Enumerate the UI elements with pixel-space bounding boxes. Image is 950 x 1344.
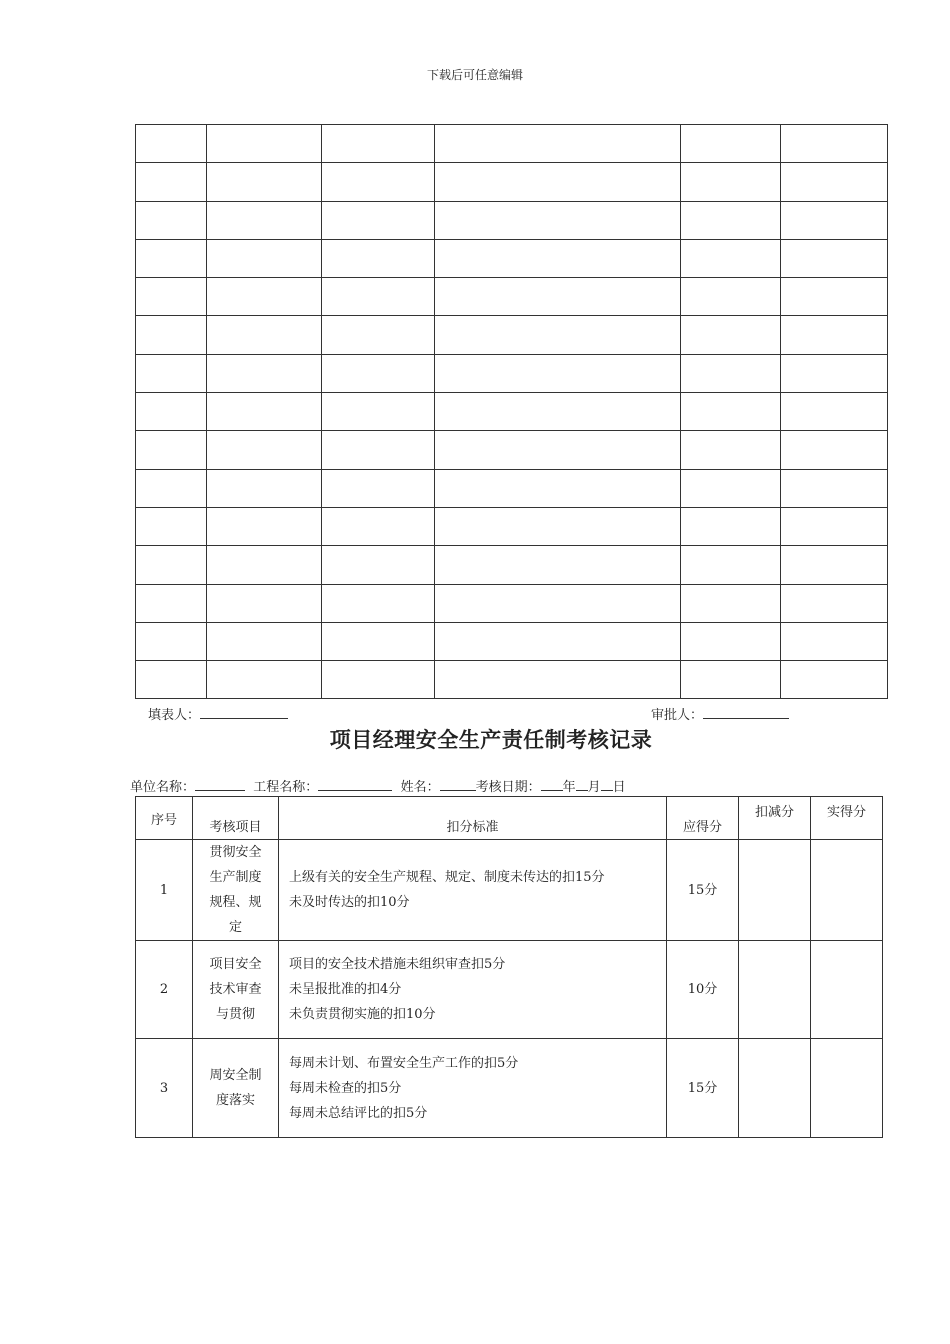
project-label: 工程名称： [253, 780, 319, 795]
item-cell [193, 1039, 279, 1138]
day-field[interactable] [601, 778, 613, 791]
blank-cell[interactable] [322, 239, 435, 277]
blank-cell[interactable] [322, 163, 435, 201]
should-score-cell: 15分 [667, 840, 739, 941]
blank-cell[interactable] [207, 469, 322, 507]
blank-cell[interactable] [781, 278, 888, 316]
blank-cell[interactable] [435, 431, 681, 469]
blank-cell[interactable] [207, 584, 322, 622]
blank-cell[interactable] [207, 661, 322, 699]
seq-cell: 1 [136, 840, 193, 941]
blank-cell[interactable] [681, 584, 781, 622]
blank-cell[interactable] [322, 201, 435, 239]
blank-cell[interactable] [207, 163, 322, 201]
year-label: 年 [562, 780, 576, 795]
blank-cell[interactable] [207, 316, 322, 354]
blank-cell[interactable] [435, 622, 681, 660]
blank-cell[interactable] [781, 163, 888, 201]
blank-cell[interactable] [781, 239, 888, 277]
actual-cell[interactable] [811, 941, 883, 1039]
name-label: 姓名： [400, 780, 440, 795]
blank-cell[interactable] [136, 163, 207, 201]
blank-cell[interactable] [322, 507, 435, 545]
blank-row [136, 431, 888, 469]
blank-cell[interactable] [435, 584, 681, 622]
deducted-cell[interactable] [739, 1039, 811, 1138]
blank-cell[interactable] [435, 239, 681, 277]
table-header-row [136, 797, 883, 840]
item-line: 生产制度 [209, 870, 262, 885]
blank-row [136, 661, 888, 699]
header-criteria: 扣分标准 [279, 797, 667, 840]
item-line: 规程、规 [209, 895, 262, 910]
should-score-cell: 15分 [667, 1039, 739, 1138]
blank-cell[interactable] [322, 393, 435, 431]
blank-form-grid [135, 124, 888, 699]
header-actual: 实得分 [811, 797, 883, 840]
blank-cell[interactable] [207, 507, 322, 545]
item-cell [193, 941, 279, 1039]
blank-cell[interactable] [681, 661, 781, 699]
item-line: 贯彻安全 [209, 845, 262, 860]
header-item: 考核项目 [193, 797, 279, 840]
blank-cell[interactable] [435, 278, 681, 316]
blank-cell[interactable] [435, 354, 681, 392]
blank-cell[interactable] [681, 201, 781, 239]
blank-cell[interactable] [781, 316, 888, 354]
blank-cell[interactable] [435, 125, 681, 163]
blank-cell[interactable] [322, 316, 435, 354]
filler-signature [148, 704, 288, 723]
criteria-cell [279, 1039, 667, 1138]
blank-cell[interactable] [435, 661, 681, 699]
blank-row [136, 278, 888, 316]
blank-cell[interactable] [681, 125, 781, 163]
blank-cell[interactable] [322, 661, 435, 699]
blank-row [136, 469, 888, 507]
criteria-cell [279, 840, 667, 941]
page-title: 项目经理安全生产责任制考核记录 [329, 727, 653, 752]
name-field[interactable] [440, 778, 476, 791]
blank-cell[interactable] [136, 507, 207, 545]
approver-signature [651, 704, 789, 723]
blank-cell[interactable] [322, 125, 435, 163]
blank-cell[interactable] [207, 546, 322, 584]
blank-cell[interactable] [207, 431, 322, 469]
blank-cell[interactable] [681, 469, 781, 507]
item-line: 与贯彻 [215, 1007, 255, 1022]
year-field[interactable] [541, 778, 563, 791]
approver-line[interactable] [703, 706, 789, 719]
blank-cell[interactable] [207, 622, 322, 660]
table-row [136, 941, 883, 1039]
item-cell [193, 840, 279, 941]
filler-line[interactable] [200, 706, 288, 719]
blank-row [136, 239, 888, 277]
blank-cell[interactable] [681, 393, 781, 431]
blank-cell[interactable] [136, 469, 207, 507]
blank-cell[interactable] [681, 239, 781, 277]
blank-cell[interactable] [136, 661, 207, 699]
blank-cell[interactable] [136, 354, 207, 392]
blank-cell[interactable] [207, 278, 322, 316]
criteria-line: 未负责贯彻实施的扣10分 [289, 1007, 436, 1022]
blank-cell[interactable] [781, 546, 888, 584]
meta-line [130, 776, 626, 795]
blank-cell[interactable] [136, 239, 207, 277]
blank-cell[interactable] [681, 431, 781, 469]
day-label: 日 [612, 780, 626, 795]
blank-cell[interactable] [207, 239, 322, 277]
blank-row [136, 354, 888, 392]
blank-cell[interactable] [322, 584, 435, 622]
table-row [136, 1039, 883, 1138]
blank-cell[interactable] [322, 278, 435, 316]
item-line: 度落实 [215, 1093, 255, 1108]
actual-cell[interactable] [811, 840, 883, 941]
blank-row [136, 201, 888, 239]
blank-cell[interactable] [681, 546, 781, 584]
blank-cell[interactable] [136, 278, 207, 316]
blank-cell[interactable] [681, 278, 781, 316]
blank-cell[interactable] [435, 393, 681, 431]
blank-cell[interactable] [435, 163, 681, 201]
month-field[interactable] [576, 778, 588, 791]
header-deducted: 扣减分 [739, 797, 811, 840]
item-line: 周安全制 [209, 1068, 262, 1083]
blank-cell[interactable] [781, 469, 888, 507]
criteria-cell [279, 941, 667, 1039]
unit-label: 单位名称： [130, 780, 196, 795]
criteria-line: 未及时传达的扣10分 [289, 895, 410, 910]
blank-cell[interactable] [781, 622, 888, 660]
blank-row [136, 622, 888, 660]
criteria-line: 每周未总结评比的扣5分 [289, 1105, 428, 1121]
deducted-cell[interactable] [739, 840, 811, 941]
blank-cell[interactable] [136, 393, 207, 431]
month-label: 月 [587, 780, 601, 795]
blank-row [136, 507, 888, 545]
blank-row [136, 163, 888, 201]
blank-cell[interactable] [781, 125, 888, 163]
blank-cell[interactable] [781, 431, 888, 469]
blank-cell[interactable] [207, 201, 322, 239]
criteria-line: 上级有关的安全生产规程、规定、制度未传达的扣15分 [289, 870, 605, 885]
blank-cell[interactable] [681, 507, 781, 545]
blank-cell[interactable] [322, 354, 435, 392]
criteria-line: 项目的安全技术措施未组织审查扣5分 [289, 957, 506, 972]
blank-row [136, 584, 888, 622]
blank-row [136, 316, 888, 354]
assessment-table [135, 796, 883, 1138]
date-label: 考核日期： [475, 780, 541, 795]
blank-cell[interactable] [322, 546, 435, 584]
blank-row [136, 125, 888, 163]
blank-cell[interactable] [136, 431, 207, 469]
criteria-line: 每周未计划、布置安全生产工作的扣5分 [289, 1055, 519, 1071]
blank-cell[interactable] [781, 354, 888, 392]
blank-cell[interactable] [136, 316, 207, 354]
blank-cell[interactable] [207, 125, 322, 163]
blank-cell[interactable] [681, 163, 781, 201]
blank-cell[interactable] [136, 622, 207, 660]
blank-row [136, 393, 888, 431]
blank-cell[interactable] [435, 507, 681, 545]
table-row [136, 840, 883, 941]
blank-cell[interactable] [681, 316, 781, 354]
project-field[interactable] [318, 778, 392, 791]
criteria-line: 未呈报批准的扣4分 [289, 982, 402, 997]
item-line: 技术审查 [209, 982, 262, 997]
blank-cell[interactable] [136, 584, 207, 622]
criteria-line: 每周未检查的扣5分 [289, 1080, 402, 1096]
item-line: 定 [228, 920, 242, 935]
header-note: 下载后可任意编辑 [426, 68, 523, 82]
blank-cell[interactable] [781, 584, 888, 622]
blank-cell[interactable] [781, 393, 888, 431]
seq-cell: 2 [136, 941, 193, 1039]
deducted-cell[interactable] [739, 941, 811, 1039]
blank-cell[interactable] [435, 316, 681, 354]
blank-cell[interactable] [136, 201, 207, 239]
blank-cell[interactable] [207, 354, 322, 392]
item-line: 项目安全 [209, 957, 262, 972]
approver-label: 审批人： [651, 708, 704, 723]
blank-cell[interactable] [322, 469, 435, 507]
blank-cell[interactable] [322, 622, 435, 660]
blank-cell[interactable] [136, 125, 207, 163]
blank-cell[interactable] [207, 393, 322, 431]
seq-cell: 3 [136, 1039, 193, 1138]
blank-cell[interactable] [435, 546, 681, 584]
unit-field[interactable] [195, 778, 245, 791]
blank-cell[interactable] [681, 622, 781, 660]
should-score-cell: 10分 [667, 941, 739, 1039]
blank-cell[interactable] [435, 469, 681, 507]
blank-cell[interactable] [681, 354, 781, 392]
header-seq: 序号 [136, 797, 193, 840]
blank-row [136, 546, 888, 584]
blank-cell[interactable] [781, 661, 888, 699]
blank-cell[interactable] [781, 507, 888, 545]
filler-label: 填表人： [148, 708, 201, 723]
blank-cell[interactable] [322, 431, 435, 469]
header-should-score: 应得分 [667, 797, 739, 840]
actual-cell[interactable] [811, 1039, 883, 1138]
blank-cell[interactable] [781, 201, 888, 239]
blank-cell[interactable] [435, 201, 681, 239]
blank-cell[interactable] [136, 546, 207, 584]
